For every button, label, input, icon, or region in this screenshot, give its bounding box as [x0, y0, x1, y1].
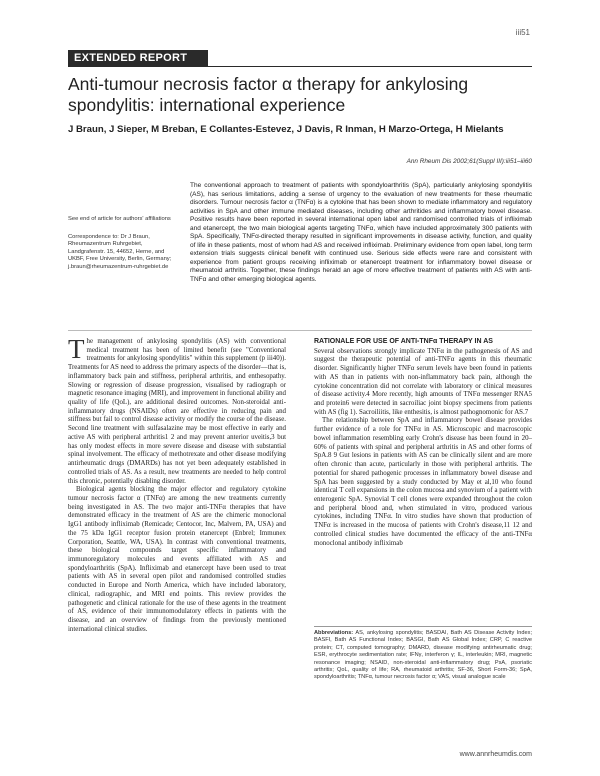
rationale-paragraph-1: Several observations strongly implicate TNFα in the pathogenesis of AS and suggest the therapeutic potential of anti-TNFα agents in this rheumatic disorder. Significantly higher TNFα serum levels have been found in patients with AS than in patients with non-inflammatory back pain, although the cytokine concentration did not correlate with laboratory or clinical measures of disease activity.4 More recently, high amounts of TNFα messenger RNA5 and protein6 were detected in sacroiliac joint biopsy specimens from patients with AS (fig 1). Sacroiliitis, like enthesitis, is almost pathognomonic for AS.7 [314, 347, 532, 416]
abbreviations-label: Abbreviations: [314, 630, 354, 636]
abbreviations-box [314, 630, 532, 682]
affiliations-note: See end of article for authors' affiliations [68, 216, 171, 222]
abbreviations-rule [314, 626, 532, 627]
abstract: The conventional approach to treatment of patients with spondyloarthritis (SpA), particularly ankylosing spondylitis (AS), has serious limitations, adding a sense of urgency to the evaluation of new treatments for these rheumatic disorders. Tumour necrosis factor α (TNFα) is a cytokine that has been shown to mediate inflammatory and regulatory activities in SpA and other immune mediated diseases, including other arthritides and inflammatory bowel disease. Positive results have been reported in several international open label and randomised controlled trials of infliximab and etanercept, the two main biological agents targeting TNFα, which have included approximately 300 patients with SpA. Specifically, TNFα-directed therapy resulted in significant improvements in disease activity, function, and quality of life in these patients, most of whom had AS and received infliximab. Preliminary evidence from open label, long term extension trials suggests clinical benefit with continued use. Serious side effects were rare and consistent with experience from patient groups receiving infliximab or etanercept treatment for inflammatory bowel disease or rheumatoid arthritis. Together, these findings herald an age of more effective treatment of patients with AS with anti-TNFα and other emerging biological agents. [190, 182, 532, 284]
body-column-left [68, 334, 286, 634]
header-rule [68, 66, 532, 67]
intro-paragraph-2: Biological agents blocking the major effector and regulatory cytokine tumour necrosis factor α (TNFα) are among the new treatments currently being investigated in AS. The two major anti-TNFα therapies that have demonstrated efficacy in the treatment of AS are the chimeric monoclonal IgG1 antibody infliximab (Remicade; Centocor, Inc, Malvern, PA, USA) and the 75 kDa IgG1 receptor fusion protein etanercept (Enbrel; Immunex Corporation, Seattle, WA, USA). In contrast with conventional treatments, these biological compounds target specific inflammatory and immunoregulatory molecules and events affiliated with AS and spondyloarthritis (SpA). Infliximab and etanercept have been used to treat patients with AS in several open pilot and randomised controlled studies conducted in Europe and North America, which have included laboratory, clinical, radiographic, and MRI end points. This review provides the pathogenetic and clinical rationale for the use of these agents in the treatment of AS, evidence of their immunomodulatory effects in patients with the disease, and an overview of findings from the previously mentioned international clinical studies. [68, 486, 286, 633]
page-number: iii51 [515, 28, 530, 37]
drop-cap: T [68, 334, 85, 364]
intro-paragraph-1-text: he management of ankylosing spondylitis (AS) with conventional medical treatment has been of limited benefit (see "Conventional treatments for ankylosing spondylitis" within this supplement (p iii40)). Treatments for AS need to address the primary aspects of the disorder—that is, inflammatory back pain and stiffness, peripheral arthritis, and enthesopathy. Slowing or regression of disease progression, visualised by radiograph or magnetic resonance imaging (MRI), and improvement in functional ability and quality of life (QoL), are additional desired outcomes. Non-steroidal anti-inflammatory drugs (NSAIDs) often are effective in reducing pain and stiffness but fail to control disease activity or modify the course of the disease. Second line treatment with sulfasalazine may be most effective in early and active AS with peripheral arthritis1 2 and may prevent anterior uveitis,3 but has only modest effects in more severe disease and disease with substantial spinal involvement. The efficacy of methotrexate and other disease modifying antirheumatic drugs (DMARDs) has not yet been adequately established in controlled trials of AS. As a result, new treatments are needed to help control this chronic, potentially disabling disorder. [68, 338, 286, 485]
footer-url[interactable]: www.annrheumdis.com [459, 751, 532, 758]
section-tag: EXTENDED REPORT [68, 50, 208, 66]
abstract-rule [68, 330, 532, 331]
author-list: J Braun, J Sieper, M Breban, E Collantes-Estevez, J Davis, R Inman, H Marzo-Ortega, H Mielants [68, 124, 504, 135]
journal-citation: Ann Rheum Dis 2002;61(Suppl III):iii51–iii60 [406, 158, 532, 165]
sidebar [68, 216, 180, 282]
correspondence-note: Correspondence to: Dr J Braun, Rheumazentrum Ruhrgebiet, Landgrafenstr. 15, 44652, Herne, and UKBF, Free University, Berlin, Germany; j.braun@rheumazentrum-ruhrgebiet.de [68, 233, 172, 270]
article-title: Anti-tumour necrosis factor α therapy for ankylosing spondylitis: international experience [68, 74, 469, 115]
section-heading-rationale: RATIONALE FOR USE OF ANTI-TNFα THERAPY IN AS [314, 338, 493, 345]
rationale-paragraph-2: The relationship between SpA and inflammatory bowel disease provides further evidence of a role for TNFα in AS. Microscopic and macroscopic bowel inflammation resembling early Crohn's disease has been found in 20–60% of patients with spinal and peripheral arthritis in AS and other forms of SpA.8 9 Gut lesions in patients with AS can be clinically silent and are more often chronic than acute, particularly in those with peripheral arthritis. The potential for shared pathogenic processes in inflammatory bowel disease and SpA has been suggested by a study conducted by May et al,10 who found identical T cell expansions in the colon mucosa and synovium of a patient with enterogenic SpA. Synovial T cell clones were expanded throughout the colon and peripheral blood and, when stimulated in vitro, produced various cytokines, including TNFα. In vitro studies have shown that production of TNFα is increased in the mucosa of patients with Crohn's disease,11 12 and controlled clinical studies have documented the efficacy of the anti-TNFα monoclonal antibody infliximab [314, 417, 532, 547]
intro-paragraph-1 [68, 334, 286, 486]
body-column-right [314, 338, 532, 548]
abbreviations-text: AS, ankylosing spondylitis; BASDAI, Bath AS Disease Activity Index; BASFI, Bath AS Functional Index; BASGI, Bath AS Global Index; CRP, C reactive protein; CT, computed tomography; DMARD, disease modifying antirheumatic drug; ESR, erythrocyte sedimentation rate; IFNγ, interferon γ; IL, interleukin; MRI, magnetic resonance imaging; NSAID, non-steroidal anti-inflammatory drug; PsA, psoriatic arthritis; QoL, quality of life; RA, rheumatoid arthritis; SF-36, Short Form-36; SpA, spondyloarthritis; TNFα, tumour necrosis factor α; VAS, visual analogue scale [314, 630, 532, 681]
